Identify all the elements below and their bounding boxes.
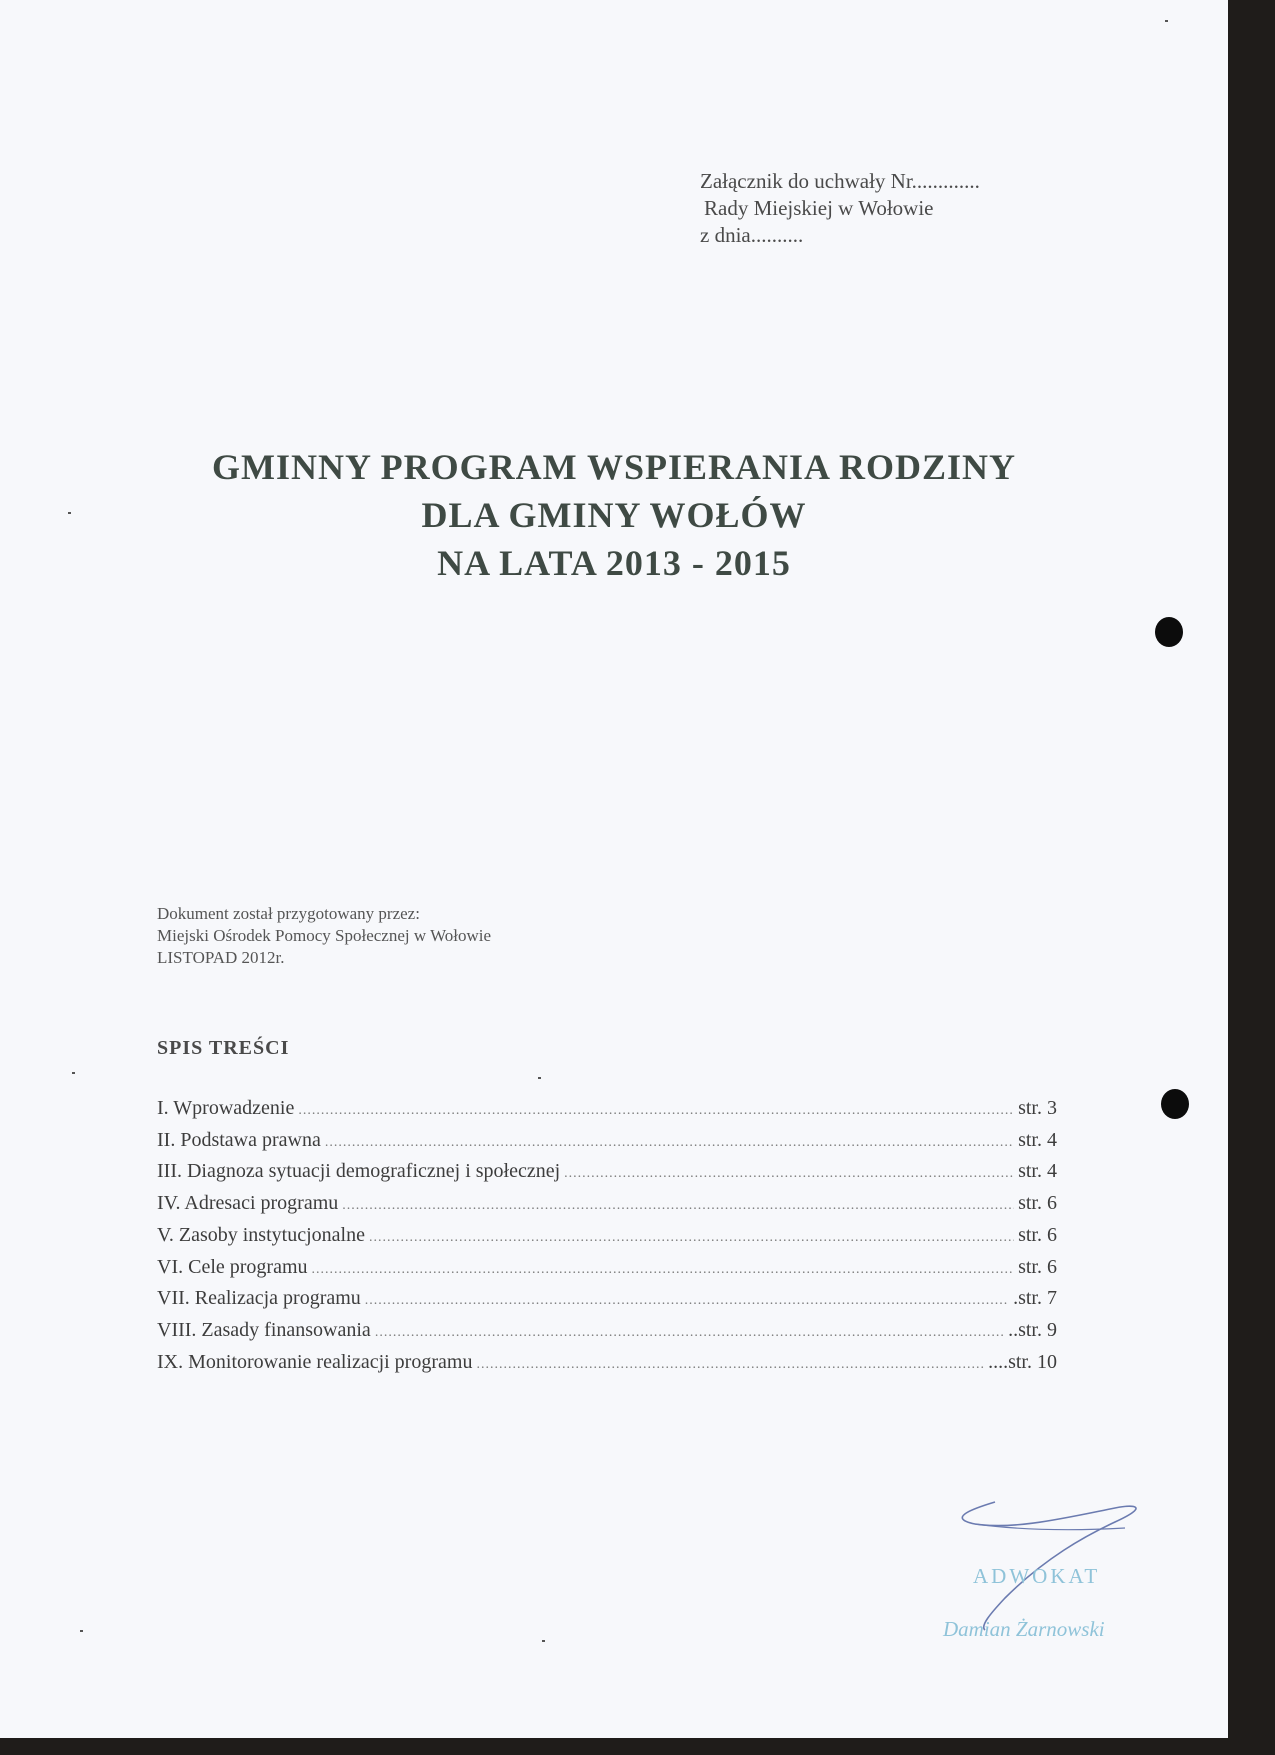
toc-item-2 (157, 1126, 1057, 1158)
toc-item-label: III. Diagnoza sytuacji demograficznej i społecznej (157, 1160, 561, 1183)
toc-leader-dots (325, 1129, 1014, 1158)
toc-item-page: str. 4 (1018, 1160, 1057, 1183)
annex-line-3: z dnia.......... (700, 223, 804, 247)
toc-item-6 (157, 1253, 1057, 1285)
toc-item-label: VI. Cele programu (157, 1255, 308, 1278)
prepared-by (157, 903, 491, 969)
toc-item-label: II. Podstawa prawna (157, 1128, 321, 1151)
toc-leader-dots (342, 1192, 1014, 1221)
toc-leader-dots (298, 1097, 1014, 1126)
toc-item-3 (157, 1157, 1057, 1189)
scan-speck (1165, 20, 1168, 22)
prepared-line-1: Dokument został przygotowany przez: (157, 904, 420, 923)
toc-item-page: ..str. 9 (1008, 1318, 1057, 1341)
toc-leader-dots (476, 1351, 984, 1380)
toc-heading: SPIS TREŚCI (157, 1037, 290, 1059)
title-line-3: NA LATA 2013 - 2015 (437, 543, 791, 583)
toc-item-label: IV. Adresaci programu (157, 1192, 339, 1215)
scan-speck (542, 1640, 545, 1642)
toc-leader-dots (312, 1256, 1015, 1285)
toc-item-1 (157, 1094, 1057, 1126)
toc-item-label: V. Zasoby instytucjonalne (157, 1223, 365, 1246)
toc-item-label: VII. Realizacja programu (157, 1287, 361, 1310)
toc-item-label: IX. Monitorowanie realizacji programu (157, 1350, 473, 1373)
toc-item-page: .str. 7 (1013, 1287, 1057, 1310)
toc-leader-dots (375, 1319, 1004, 1348)
prepared-line-2: Miejski Ośrodek Pomocy Społecznej w Wołowie (157, 926, 492, 945)
scan-speck (538, 1077, 541, 1079)
punch-hole-top (1155, 617, 1183, 647)
stamp-title: ADWOKAT (973, 1564, 1101, 1588)
scan-speck (72, 1072, 75, 1074)
annex-note (700, 168, 980, 249)
toc-item-5 (157, 1221, 1057, 1253)
lawyer-stamp (935, 1498, 1165, 1641)
toc-item-label: VIII. Zasady finansowania (157, 1318, 371, 1341)
annex-line-2: Rady Miejskiej w Wołowie (704, 196, 934, 220)
toc-item-page: str. 6 (1018, 1223, 1057, 1246)
toc-item-page: str. 6 (1018, 1192, 1057, 1215)
title-line-2: DLA GMINY WOŁÓW (421, 495, 807, 535)
toc-item-page: ....str. 10 (988, 1350, 1057, 1373)
punch-hole-bottom (1161, 1089, 1189, 1119)
table-of-contents (157, 1094, 1057, 1379)
toc-leader-dots (369, 1224, 1014, 1253)
toc-item-page: str. 3 (1018, 1097, 1057, 1119)
stamp-name: Damian Żarnowski (943, 1617, 1105, 1641)
scan-speck (80, 1630, 83, 1632)
toc-item-9 (157, 1348, 1057, 1380)
annex-line-1: Załącznik do uchwały Nr............. (700, 169, 980, 193)
scan-speck (68, 512, 71, 514)
toc-item-8 (157, 1316, 1057, 1348)
title-line-1: GMINNY PROGRAM WSPIERANIA RODZINY (211, 447, 1017, 487)
toc-item-7 (157, 1284, 1057, 1316)
toc-leader-dots (365, 1287, 1009, 1316)
document-title (0, 443, 1228, 587)
toc-leader-dots (564, 1160, 1014, 1189)
toc-item-label: I. Wprowadzenie (157, 1097, 295, 1119)
toc-item-page: str. 4 (1018, 1128, 1057, 1151)
toc-item-4 (157, 1189, 1057, 1221)
prepared-line-3: LISTOPAD 2012r. (157, 948, 285, 967)
toc-item-page: str. 6 (1018, 1255, 1057, 1278)
